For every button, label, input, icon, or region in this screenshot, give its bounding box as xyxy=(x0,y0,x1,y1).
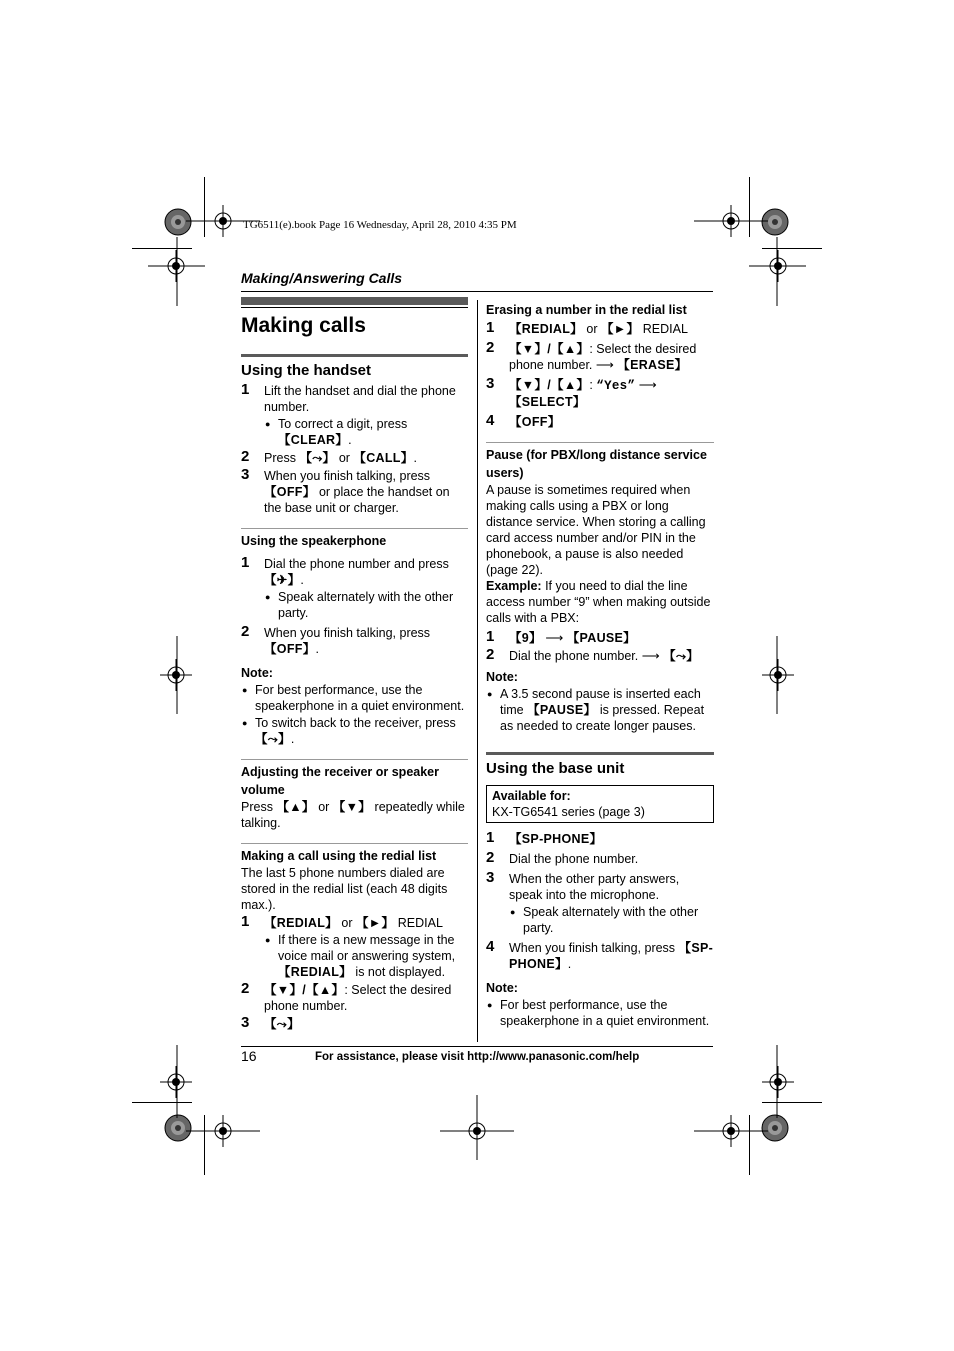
erase-key: 【ERASE】 xyxy=(617,358,688,372)
arrow-icon: ⟶ xyxy=(541,631,567,645)
title-bar xyxy=(241,297,468,305)
yes-option: “Yes” xyxy=(596,379,636,393)
speaker-note-1: ● For best performance, use the speakerphone in a quiet environment. xyxy=(241,682,468,714)
down-up-keys: 【▼】/【▲】 xyxy=(264,983,345,997)
note-label: Note: xyxy=(241,666,273,680)
redial-step-1: 1 【REDIAL】 or 【►】 REDIAL ● If there is a new message in the voice mail or answering system, 【REDIAL】 is not displayed. xyxy=(241,915,468,980)
subsection-title-redial: Making a call using the redial list xyxy=(241,849,437,863)
column-divider xyxy=(477,300,478,1042)
subsection-title-speakerphone: Using the speakerphone xyxy=(241,534,387,548)
pause-step-1: 1 【9】 ⟶ 【PAUSE】 xyxy=(486,628,636,645)
availability-label: Available for: xyxy=(492,789,571,803)
pause-note: ● A 3.5 second pause is inserted each time 【PAUSE】 is pressed. Repeat as needed to create longer pauses. xyxy=(486,686,714,734)
reg-mark-6 xyxy=(762,659,794,691)
erase-step-4: 4 【OFF】 xyxy=(486,412,561,429)
base-step-4: 4 When you finish talking, press 【SP-PHONE】. xyxy=(486,938,714,971)
header-rule xyxy=(241,291,713,292)
base-step-1: 1 【SP-PHONE】 xyxy=(486,829,603,846)
note-label: Note: xyxy=(486,981,518,995)
talk-key: 【⤳】 xyxy=(663,649,700,663)
arrow-icon: ⟶ xyxy=(595,358,614,372)
handset-step-3: 3 When you finish talking, press 【OFF】 or place the handset on the base unit or charger. xyxy=(241,466,450,515)
color-target-3 xyxy=(165,1115,191,1141)
erase-step-2: 2 【▼】/【▲】: Select the desired phone number. ⟶ 【ERASE】 xyxy=(486,339,697,372)
footer-rule xyxy=(241,1046,713,1047)
reg-mark-7 xyxy=(160,1066,192,1098)
sp-phone-key: 【SP-PHONE】 xyxy=(509,941,714,971)
talk-key: 【⤳】 xyxy=(264,1017,300,1031)
section-title-base: Using the base unit xyxy=(486,760,625,777)
clear-key: 【CLEAR】 xyxy=(278,433,349,447)
pause-key: 【PAUSE】 xyxy=(566,631,636,645)
running-header: Making/Answering Calls xyxy=(241,270,403,286)
speaker-step-1: 1 Dial the phone number and press 【✈】. ● Speak alternately with the other party. xyxy=(241,556,468,621)
left-column xyxy=(241,297,468,1032)
redial-step-1-bullet: ● If there is a new message in the voice mail or answering system, 【REDIAL】 is not displayed. xyxy=(264,932,468,980)
availability-text: KX-TG6541 series (page 3) xyxy=(492,805,645,819)
subsection-title-erase: Erasing a number in the redial list xyxy=(486,303,687,317)
speaker-step-1-bullet: ● Speak alternately with the other party. xyxy=(264,589,468,621)
sp-phone-key: 【SP-PHONE】 xyxy=(509,832,603,846)
erase-step-3: 3 【▼】/【▲】: “Yes” ⟶ 【SELECT】 xyxy=(486,375,657,409)
handset-step-2: 2 Press 【⤳】 or 【CALL】. xyxy=(241,448,418,465)
pause-key: 【PAUSE】 xyxy=(527,703,597,717)
call-key: 【CALL】 xyxy=(353,451,414,465)
speaker-key: 【✈】 xyxy=(264,573,301,587)
handset-step-1-bullet: ● To correct a digit, press 【CLEAR】. xyxy=(264,416,468,448)
right-column xyxy=(486,300,714,1029)
page-title: Making calls xyxy=(241,314,366,337)
redial-step-2: 2 【▼】/【▲】: Select the desired phone number. xyxy=(241,980,452,1013)
down-up-keys: 【▼】/【▲】 xyxy=(509,342,590,356)
base-note: ● For best performance, use the speakerphone in a quiet environment. xyxy=(486,997,714,1029)
base-step-2: 2 Dial the phone number. xyxy=(486,849,639,866)
redial-key: 【REDIAL】 xyxy=(278,965,352,979)
up-key: 【▲】 xyxy=(276,800,315,814)
reg-mark-8 xyxy=(762,1066,794,1098)
pause-example: Example: If you need to dial the line access number “9” when making outside calls with a PBX: xyxy=(486,579,711,625)
talk-key: 【⤳】 xyxy=(255,732,291,746)
off-key: 【OFF】 xyxy=(264,485,316,499)
color-target-4 xyxy=(762,1115,788,1141)
note-label: Note: xyxy=(486,670,518,684)
section-title-handset: Using the handset xyxy=(241,362,372,379)
select-key: 【SELECT】 xyxy=(509,395,586,409)
off-key: 【OFF】 xyxy=(509,415,561,429)
base-step-3: 3 When the other party answers, speak into the microphone. ● Speak alternately with the other party. xyxy=(486,871,714,936)
arrow-icon: ⟶ xyxy=(641,649,664,663)
redial-step-3: 3 【⤳】 xyxy=(241,1014,300,1031)
availability-box xyxy=(486,785,714,823)
talk-key: 【⤳】 xyxy=(299,451,336,465)
right-key: 【►】 xyxy=(601,322,640,336)
down-up-keys: 【▼】/【▲】 xyxy=(509,378,590,392)
arrow-icon: ⟶ xyxy=(635,378,657,392)
off-key: 【OFF】 xyxy=(264,642,316,656)
volume-text: Press 【▲】 or 【▼】 repeatedly while talking. xyxy=(241,800,465,830)
speaker-step-2: 2 When you finish talking, press 【OFF】. xyxy=(241,623,431,656)
color-target-1 xyxy=(165,209,191,235)
subsection-title-pause: Pause (for PBX/long distance service users) xyxy=(486,448,707,480)
page-number: 16 xyxy=(241,1048,257,1064)
reg-mark-5 xyxy=(160,659,192,691)
redial-intro: The last 5 phone numbers dialed are stored in the redial list (each 48 digits max.). xyxy=(241,866,448,912)
redial-key: 【REDIAL】 xyxy=(509,322,583,336)
subsection-title-volume: Adjusting the receiver or speaker volume xyxy=(241,765,439,797)
handset-step-1: 1 Lift the handset and dial the phone number. ● To correct a digit, press 【CLEAR】. xyxy=(241,383,468,448)
redial-key: 【REDIAL】 xyxy=(264,916,338,930)
down-key: 【▼】 xyxy=(332,800,372,814)
erase-step-1: 1 【REDIAL】 or 【►】 REDIAL xyxy=(486,319,688,336)
base-step-3-bullet: ● Speak alternately with the other party. xyxy=(509,904,714,936)
nine-key: 【9】 xyxy=(509,631,542,645)
assistance-link[interactable]: For assistance, please visit http://www.panasonic.com/help xyxy=(315,1051,640,1063)
pause-text: A pause is sometimes required when making calls using a PBX or long distance service. When storing a calling card access number and/or PIN in the phonebook, a pause is also needed (page 22). xyxy=(486,483,706,577)
print-info: TG6511(e).book Page 16 Wednesday, April 28, 2010 4:35 PM xyxy=(243,219,517,231)
pause-step-2: 2 Dial the phone number. ⟶ 【⤳】 xyxy=(486,646,700,663)
right-key: 【►】 xyxy=(356,916,395,930)
speaker-note-2: ● To switch back to the receiver, press 【⤳】. xyxy=(241,715,468,747)
color-target-2 xyxy=(762,209,788,235)
